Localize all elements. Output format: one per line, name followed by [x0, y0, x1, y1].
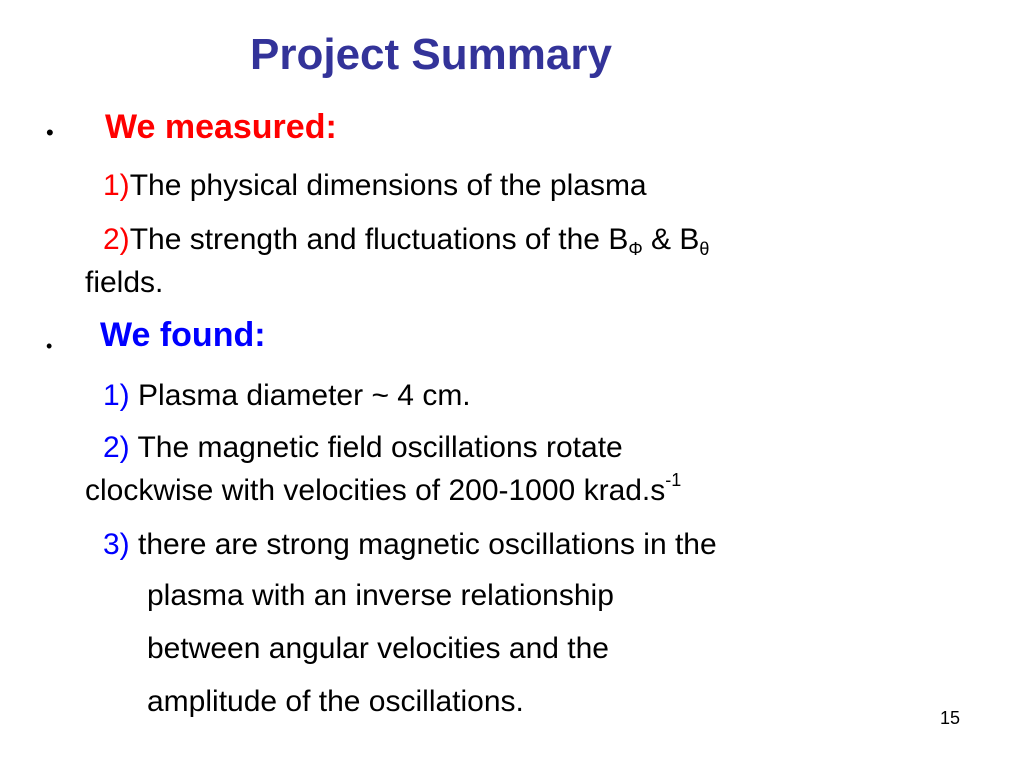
found-item-3-number: 3): [103, 528, 130, 561]
measured-item-1: [103, 168, 647, 204]
found-item-2: [103, 430, 623, 466]
found-item-3-line-2: plasma with an inverse relationship: [147, 579, 614, 612]
superscript-minus-one: -1: [665, 470, 682, 490]
measured-item-2-text-a: The strength and fluctuations of the B: [129, 223, 629, 256]
found-item-2-number: 2): [103, 431, 130, 464]
measured-item-2-text-b: & B: [642, 223, 700, 256]
subscript-theta: θ: [699, 239, 710, 259]
heading-we-measured: We measured:: [105, 108, 337, 146]
found-item-3: [103, 527, 717, 563]
found-item-1-text: Plasma diameter ~ 4 cm.: [129, 379, 471, 412]
measured-item-2: [103, 222, 709, 258]
found-item-3-line-4: amplitude of the oscillations.: [147, 685, 524, 718]
found-item-3-line-3: between angular velocities and the: [147, 632, 609, 665]
bullet-found: •: [46, 336, 53, 356]
found-item-1-number: 1): [103, 379, 130, 412]
heading-we-found: We found:: [100, 316, 266, 354]
found-item-1: [103, 378, 471, 414]
measured-item-1-number: 1): [103, 169, 130, 202]
found-item-2-text-b: clockwise with velocities of 200-1000 krad.s: [85, 474, 666, 507]
measured-item-1-text: The physical dimensions of the plasma: [129, 169, 647, 202]
found-item-3-line-1: there are strong magnetic oscillations in the: [129, 528, 717, 561]
found-item-2-continued: [85, 470, 682, 509]
measured-item-2-continued: fields.: [85, 266, 164, 299]
subscript-phi: Φ: [628, 239, 643, 259]
measured-item-2-number: 2): [103, 223, 130, 256]
found-item-2-text-a: The magnetic field oscillations rotate: [129, 431, 623, 464]
bullet-measured: •: [46, 120, 54, 145]
page-number: 15: [940, 708, 961, 728]
slide-title: Project Summary: [250, 30, 612, 79]
